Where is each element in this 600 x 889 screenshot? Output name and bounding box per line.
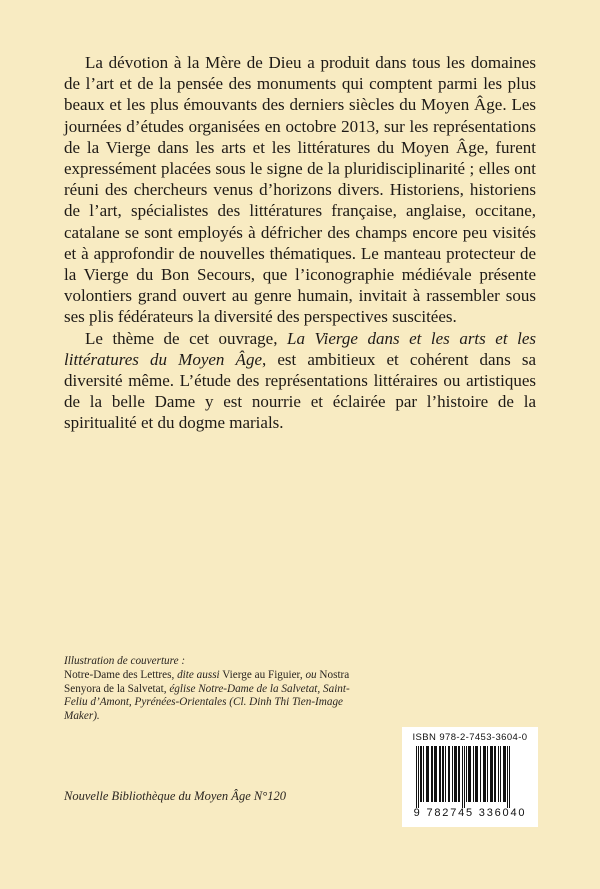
barcode-bar: [473, 746, 474, 802]
barcode-bar: [448, 746, 450, 802]
barcode-bar: [500, 746, 501, 802]
barcode-bar: [452, 746, 453, 802]
cover-illustration-credit: [64, 655, 364, 724]
caption-part-5: Nostra Senyora de la Salvetat,: [64, 668, 350, 695]
barcode-bar: [498, 746, 499, 802]
book-title-italic: La Vierge dans et les arts et les littératures du Moyen Âge: [64, 328, 536, 369]
barcode-bar: [466, 746, 467, 802]
barcode-bar: [462, 746, 463, 808]
caption-part-3: Vierge au Figuier,: [219, 668, 306, 681]
illustration-caption: [64, 669, 364, 724]
series-title: Nouvelle Bibliothèque du Moyen Âge N°120: [64, 789, 286, 803]
barcode-bar: [454, 746, 457, 802]
barcode-bar: [483, 746, 486, 802]
barcode-bar: [439, 746, 441, 802]
barcode-bar: [503, 746, 506, 802]
caption-part-2: dite aussi: [177, 668, 220, 681]
barcode-bar: [464, 746, 465, 808]
caption-part-1: Notre-Dame des Lettres,: [64, 668, 178, 681]
paragraph-2-rest: , est ambitieux et cohérent dans sa diversité même. L’étude des représentations littéraires ou artistiques de la belle Dame y est nourrie et éclairée par l’histoire de la spiritualité et du dogme marials.: [64, 349, 536, 433]
caption-part-6: église Notre-Dame de la Salvetat, Saint-Feliu d’Amont, Pyrénées-Orientales (Cl. Dinh Thi Tien-Image Maker).: [64, 682, 350, 723]
barcode-bar: [507, 746, 508, 808]
barcode-bar: [431, 746, 433, 802]
illustration-heading: Illustration de couverture :: [64, 655, 186, 667]
barcode-bar: [416, 746, 417, 808]
barcode-bar: [442, 746, 444, 802]
isbn-barcode-block: [402, 727, 538, 827]
barcode-bar: [490, 746, 493, 802]
barcode-bar: [445, 746, 446, 802]
paragraph-2-lead: Le thème de cet ouvrage,: [85, 328, 287, 348]
barcode-bar: [434, 746, 437, 802]
barcode-bar: [420, 746, 422, 802]
barcode-digits: 9 782745 336040: [413, 807, 527, 819]
barcode-bar: [468, 746, 471, 802]
barcode-bar: [509, 746, 510, 808]
barcode-bar: [480, 746, 481, 802]
barcode-bar: [418, 746, 419, 808]
barcode-icon: [416, 746, 524, 808]
barcode-bar: [458, 746, 460, 802]
barcode-bar: [426, 746, 429, 802]
blurb-paragraph-1: La dévotion à la Mère de Dieu a produit dans tous les domaines de l’art et de la pensée des monuments qui comptent parmi les plus beaux et les plus émouvants des derniers siècles du Moyen Âge. Les journées d’études organisées en octobre 2013, sur les représentations de la Vierge dans les arts et les littératures du Moyen Âge, furent expressément placées sous le signe de la pluridisciplinarité ; elles ont réuni des chercheurs venus d’horizons divers. Historiens, historiens de l’art, spécialistes des littératures française, anglaise, occitane, catalane se sont employés à défricher des champs encore peu visités et à approfondir de nouvelles thématiques. Le manteau protecteur de la Vierge du Bon Secours, que l’iconographie médiévale présente volontiers grand ouvert au genre humain, invitait à rassembler sous ses plis fédérateurs la diversité des perspectives suscitées.: [64, 53, 536, 327]
barcode-bar: [487, 746, 488, 802]
blurb-text: [64, 52, 536, 434]
isbn-label: ISBN 978-2-7453-3604-0: [412, 732, 528, 743]
blurb-paragraph-2: [64, 328, 536, 434]
barcode-bar: [423, 746, 424, 802]
caption-part-4: ou: [305, 668, 317, 681]
barcode-bar: [494, 746, 496, 802]
barcode-bar: [475, 746, 478, 802]
